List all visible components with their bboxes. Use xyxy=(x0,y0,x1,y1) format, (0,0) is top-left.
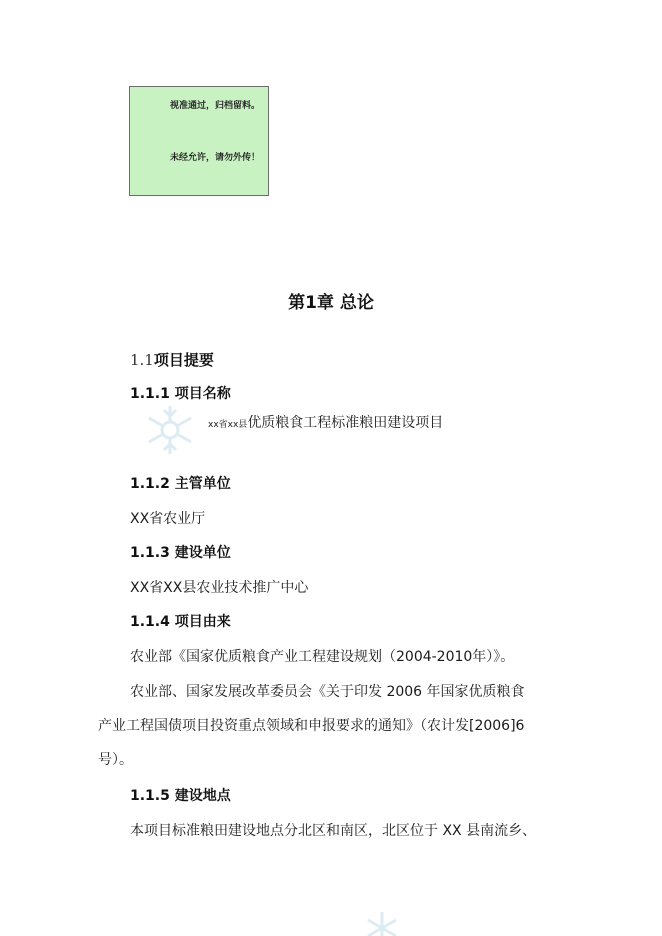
origin-paragraph-2-line: 农业部、国家发展改革委员会《关于印发 2006 年国家优质粮食 xyxy=(130,684,525,700)
section-heading xyxy=(130,349,214,370)
project-name-prefix: xx省xx县 xyxy=(208,420,248,430)
subsection-heading: 1.1.3 建设单位 xyxy=(130,545,231,561)
snowflake-watermark-icon xyxy=(142,402,198,458)
project-name-text: 优质粮食工程标准粮田建设项目 xyxy=(247,415,444,431)
origin-paragraph-1: 农业部《国家优质粮食产业工程建设规划（2004-2010年）》。 xyxy=(130,649,515,665)
project-name xyxy=(208,412,443,432)
subsection-heading: 1.1.4 项目由来 xyxy=(130,614,231,630)
origin-paragraph-2-line: 产业工程国债项目投资重点领域和申报要求的通知》（农计发[2006]6 xyxy=(98,718,525,734)
subsection-heading: 1.1.1 项目名称 xyxy=(130,386,231,402)
origin-paragraph-2-line: 号）。 xyxy=(98,752,133,768)
snowflake-watermark-icon xyxy=(362,910,402,936)
stamp-line-1: 视准通过，归档留料。 xyxy=(170,101,261,111)
supervisor-unit: XX省农业厅 xyxy=(130,511,206,527)
section-number: 1.1 xyxy=(130,351,154,369)
subsection-heading: 1.1.2 主管单位 xyxy=(130,476,231,492)
construction-unit: XX省XX县农业技术推广中心 xyxy=(130,580,309,596)
location-paragraph: 本项目标准粮田建设地点分北区和南区，北区位于 XX 县南流乡、 xyxy=(130,823,537,839)
subsection-heading: 1.1.5 建设地点 xyxy=(130,788,231,804)
section-title: 项目提要 xyxy=(153,351,214,369)
stamp-line-2: 未经允许，请勿外传！ xyxy=(170,153,261,163)
stamp-box xyxy=(129,86,269,196)
chapter-title: 第1章 总论 xyxy=(288,293,374,313)
